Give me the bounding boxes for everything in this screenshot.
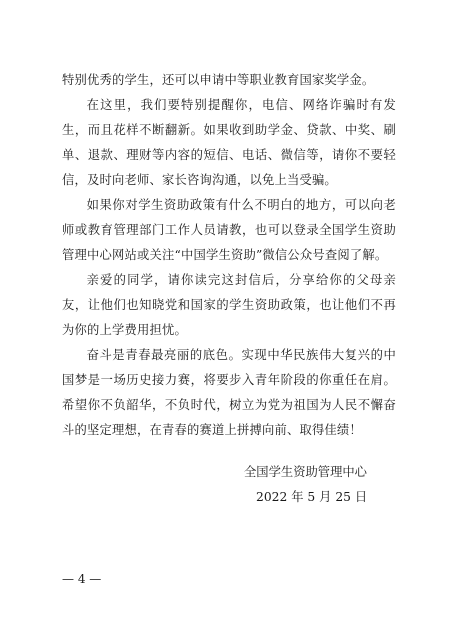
paragraph-share-with-family: 亲爱的同学，请你读完这封信后，分享给你的父母亲友，让他们也知晓党和国家的学生资助政策，也让他们不再为你的上学费用担忧。: [62, 273, 396, 337]
paragraph-policy-inquiry: 如果你对学生资助政策有什么不明白的地方，可以向老师或教育管理部门工作人员请教，也可以登录全国学生资助管理中心网站或关注“中国学生资助”微信公众号查阅了解。: [62, 198, 396, 262]
paragraph-fraud-warning: 在这里，我们要特别提醒你，电信、网络诈骗时有发生，而且花样不断翻新。如果收到助学金、贷款、中奖、刷单、退款、理财等内容的短信、电话、微信等，请你不要轻信，及时向老师、家长咨询沟通，以免上当受骗。: [62, 98, 396, 187]
signature-date: 2022 年 5 月 25 日: [256, 490, 368, 504]
page-number: — 4 —: [62, 572, 102, 586]
letter-body: [62, 68, 396, 443]
paragraph-closing-encouragement: 奋斗是青春最亮丽的底色。实现中华民族伟大复兴的中国梦是一场历史接力赛，将要步入青年阶段的你重任在肩。希望你不负韶华，不负时代，树立为党为祖国为人民不懈奋斗的坚定理想，在青春的赛道上拼搏向前、取得佳绩！: [62, 348, 396, 437]
signature-organization: 全国学生资助管理中心: [244, 465, 367, 479]
paragraph-continuation: 特别优秀的学生，还可以申请中等职业教育国家奖学金。: [62, 73, 375, 87]
signature-block: [244, 460, 394, 510]
